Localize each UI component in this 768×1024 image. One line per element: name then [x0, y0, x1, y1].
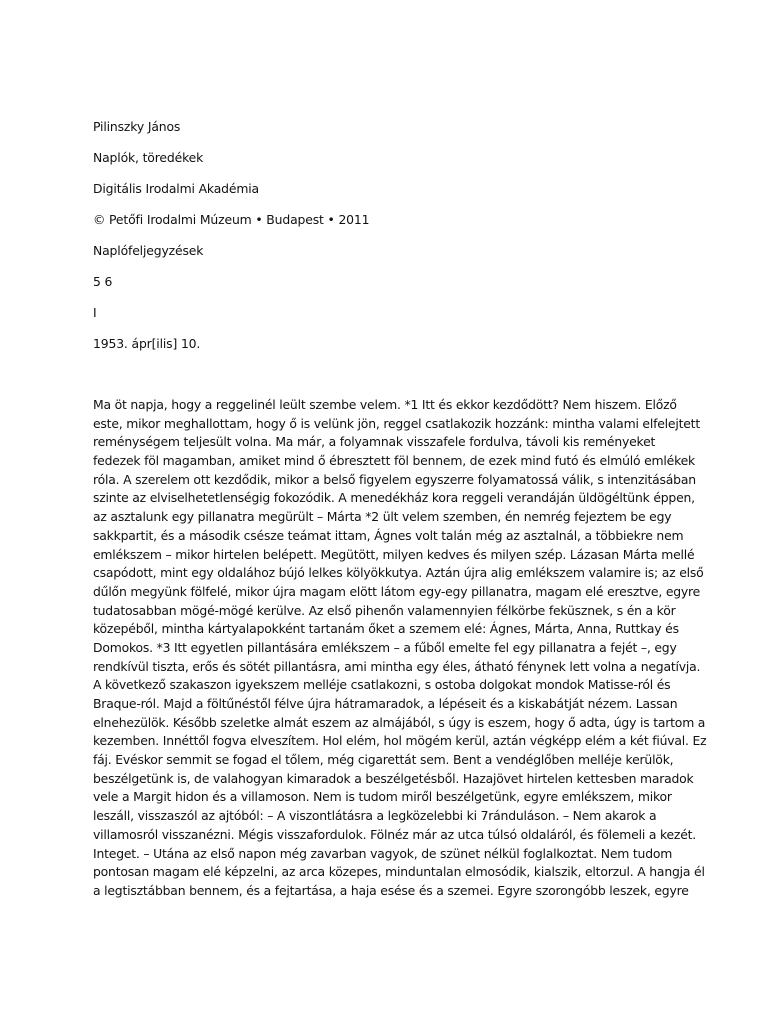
text-line: kezemben. Innéttől fogva elveszítem. Hol elém, hol mögém kerül, aztán végképp elém a két fiúval. Ez: [93, 733, 707, 749]
text-line: beszélgetünk is, de valahogyan kimaradok a beszélgetésből. Hazajövet hirtelen kettesben maradok: [93, 770, 694, 786]
text-line: szinte az elviselhetetlenségig fokozódik. A menedékház kora reggeli verandáján üldögéltünk éppen,: [93, 490, 695, 506]
text-line: Ma öt napja, hogy a reggelinél leült szembe velem. *1 Itt és ekkor kezdődött? Nem hiszem. Előző: [93, 397, 677, 412]
publisher: Digitális Irodalmi Akadémia: [93, 181, 260, 196]
copyright-line: © Petőfi Irodalmi Múzeum • Budapest • 2011: [93, 212, 370, 227]
text-line: sakkpartit, és a második csésze teámat ittam, Ágnes volt talán még az asztalnál, a többiekre nem: [93, 527, 684, 543]
text-line: fedezek föl magamban, amiket mind ő ébresztett föl bennem, de ezek mind futó és elmúló emlékek: [93, 453, 695, 469]
diary-entry-text: [93, 396, 707, 901]
book-title: Naplók, töredékek: [93, 150, 204, 165]
text-line: este, mikor meghallottam, hogy ő is velünk jön, reggel csatlakozik hozzánk: mintha valami elfelejtett: [93, 415, 700, 431]
page-numbers: 5 6: [93, 274, 113, 289]
text-line: csapódott, mint egy oldalához bújó lelkes kölyökkutya. Aztán újra alig emlékszem valamire is; az első: [93, 565, 704, 581]
text-line: Braque-ról. Majd a föltűnéstől félve újra hátramaradok, a lépéseit és a kiskabátját nézem. Lassan: [93, 696, 678, 711]
text-line: leszáll, visszaszól az ajtóból: – A viszontlátásra a legközelebbi ki 7ránduláson. – Nem akarok a: [93, 808, 657, 824]
text-line: vele a Margit hidon és a villamoson. Nem is tudom miről beszélgetünk, egyre emlékszem, mikor: [93, 789, 672, 805]
text-line: pontosan magam elé képzelni, az arca közepes, minduntalan elmosódik, kialszik, eltorzul. A hangja él: [93, 864, 705, 880]
text-line: emlékszem – mikor hirtelen belépett. Megütött, milyen kedves és milyen szép. Lázasan Márta mellé: [93, 546, 695, 562]
text-line: elnehezülök. Később szeletke almát eszem az almájából, s úgy is eszem, hogy ő adta, úgy is tartom a: [93, 714, 706, 730]
text-line: az asztalunk egy pillanatra megürült – Márta *2 ült velem szemben, én nemrég fejeztem be egy: [93, 509, 672, 525]
text-line: fáj. Evéskor semmit se fogad el tőlem, még cigarettát sem. Bent a vendéglőben melléje kerülök,: [93, 752, 674, 768]
text-line: róla. A szerelem ott kezdődik, mikor a belső figyelem egyszerre folyamatossá válik, s intenzitásában: [93, 471, 696, 487]
text-line: a legtisztábban bennem, és a fejtartása, a haja esése és a szemei. Egyre szorongóbb leszek, egyre: [93, 882, 689, 898]
text-line: tudatosabban mögé-mögé kerülve. Az első pihenőn valamennyien félkörbe feküsznek, s én a kör: [93, 602, 676, 618]
author-name: Pilinszky János: [93, 119, 181, 134]
section-title: Naplófeljegyzések: [93, 243, 204, 258]
text-line: Integet. – Utána az első napon még zavarban vagyok, de szünet nélkül foglalkoztat. Nem tudom: [93, 845, 673, 861]
text-line: reménységem teljesült volna. Ma már, a folyamnak visszafele fordulva, távoli kis reményeket: [93, 434, 656, 450]
text-line: dűlőn megyünk fölfelé, mikor újra magam elött látom egy-egy pillanatra, magam elé eresztve, egyre: [93, 583, 701, 599]
text-line: Domokos. *3 Itt egyetlen pillantására emlékszem – a fűből emelte fel egy pillanatra a fejét –, egy: [93, 639, 677, 655]
text-line: közepéből, mintha kártyalapokként tartanám őket a szemem elé: Ágnes, Márta, Anna, Ruttkay és: [93, 621, 679, 637]
roman-numeral: I: [93, 305, 97, 320]
text-line: rendkívül tiszta, erős és sötét pillantásra, ami mintha egy éles, átható fénynek lett volna a negatívja.: [93, 658, 701, 674]
text-line: A következő szakaszon igyekszem melléje csatlakozni, s ostoba dolgokat mondok Matisse-ról és: [93, 677, 671, 693]
text-line: villamosról visszanézni. Mégis visszafordulok. Fölnéz már az utca túlsó oldaláról, és fölemeli a kezét.: [93, 826, 697, 842]
entry-date: 1953. ápr[ilis] 10.: [93, 336, 201, 351]
